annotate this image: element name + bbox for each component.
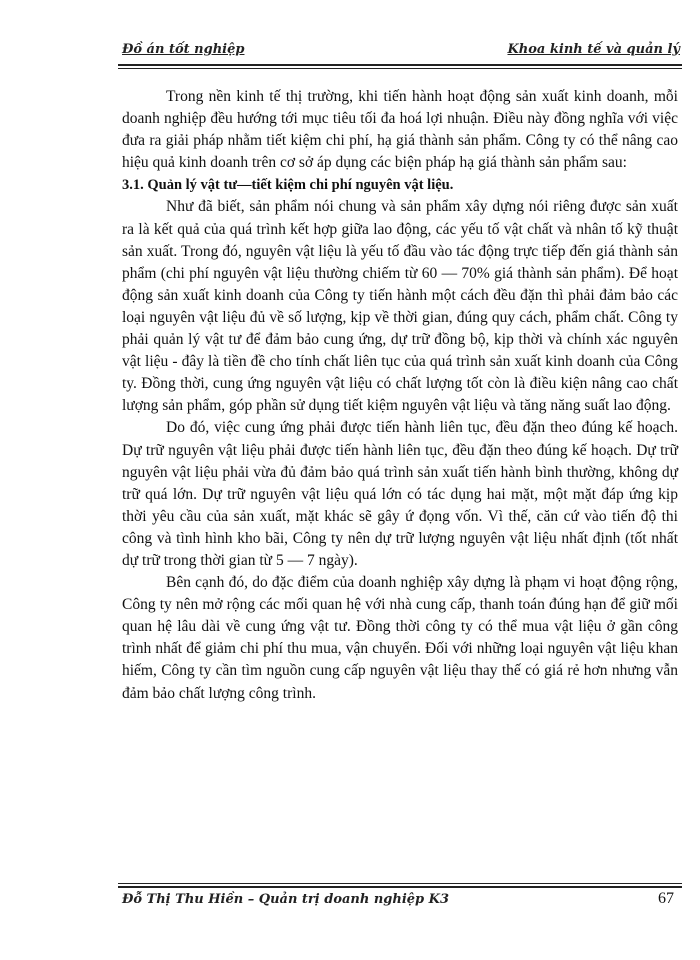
footer-rule bbox=[118, 883, 682, 888]
paragraph-supply: Do đó, việc cung ứng phải được tiến hành liên tục, đều đặn theo đúng kế hoạch. Dự trữ nguyên vật liệu phải được tiến hành liên tục, đều đặn theo đúng kế hoạch. Dự trữ nguyên vật liệu phải vừa đủ đảm bảo quá trình sản xuất tiến hành bình thường, không dự trữ quá lớn. Dự trữ nguyên vật liệu quá lớn có tác dụng hai mặt, một mặt đáp ứng kịp thời yêu cầu của sản xuất, mặt khác sẽ gây ứ đọng vốn. Vì thế, căn cứ vào tiến độ thi công và tình hình kho bãi, Công ty nên dự trữ lượng nguyên vật liệu nhất định (tốt nhất dự trữ trong thời gian từ 5 — 7 ngày). bbox=[122, 419, 678, 569]
page-footer bbox=[122, 890, 680, 912]
page-number: 67 bbox=[658, 890, 674, 907]
document-body bbox=[122, 86, 678, 705]
header-right-title: Khoa kinh tế và quản lý bbox=[507, 42, 680, 57]
section-heading: 3.1. Quản lý vật tư—tiết kiệm chi phí nguyên vật liệu. bbox=[122, 177, 454, 194]
header-left-title: Đồ án tốt nghiệp bbox=[122, 42, 245, 57]
footer-author: Đỗ Thị Thu Hiền – Quản trị doanh nghiệp K3 bbox=[122, 892, 450, 907]
page-header bbox=[122, 40, 680, 62]
paragraph-intro: Trong nền kinh tế thị trường, khi tiến hành hoạt động sản xuất kinh doanh, mỗi doanh nghiệp đều hướng tới mục tiêu tối đa hoá lợi nhuận. Điều này đồng nghĩa với việc đưa ra giải pháp nhằm tiết kiệm chi phí, hạ giá thành sản phẩm. Công ty có thể nâng cao hiệu quả kinh doanh trên cơ sở áp dụng các biện pháp hạ giá thành sản phẩm sau: bbox=[122, 88, 678, 172]
paragraph-suppliers: Bên cạnh đó, do đặc điểm của doanh nghiệp xây dựng là phạm vi hoạt động rộng, Công ty nên mở rộng các mối quan hệ với nhà cung cấp, thanh toán đúng hạn để giữ mối quan hệ lâu dài về cung ứng vật tư. Đồng thời công ty có thể mua vật liệu ở gần công trình nhất để giảm chi phí thu mua, vận chuyển. Đối với những loại nguyên vật liệu khan hiếm, Công ty cần tìm nguồn cung cấp nguyên vật liệu thay thế có giá rẻ hơn nhưng vẫn đảm bảo chất lượng công trình. bbox=[122, 574, 678, 702]
paragraph-materials: Như đã biết, sản phẩm nói chung và sản phẩm xây dựng nói riêng được sản xuất ra là kết quả của quá trình kết hợp giữa lao động, các yếu tố vật chất và nhân tố kỹ thuật sản xuất. Trong đó, nguyên vật liệu là yếu tố đầu vào tác động trực tiếp đến giá thành sản phẩm (chi phí nguyên vật liệu thường chiếm từ 60 — 70% giá thành sản phẩm). Để hoạt động sản xuất kinh doanh của Công ty tiến hành một cách đều đặn thì phải đảm bảo các loại nguyên vật liệu đủ về số lượng, kịp về thời gian, đúng quy cách, phẩm chất. Công ty phải quản lý vật tư để đảm bảo cung ứng, dự trữ đồng bộ, kịp thời và chính xác nguyên vật liệu - đây là tiền đề cho tính chất liên tục của quá trình sản xuất kinh doanh của Công ty. Đồng thời, cung ứng nguyên vật liệu có chất lượng tốt còn là điều kiện nâng cao chất lượng sản phẩm, góp phần sử dụng tiết kiệm nguyên vật liệu và tăng năng suất lao động. bbox=[122, 198, 678, 415]
header-rule bbox=[118, 64, 682, 69]
